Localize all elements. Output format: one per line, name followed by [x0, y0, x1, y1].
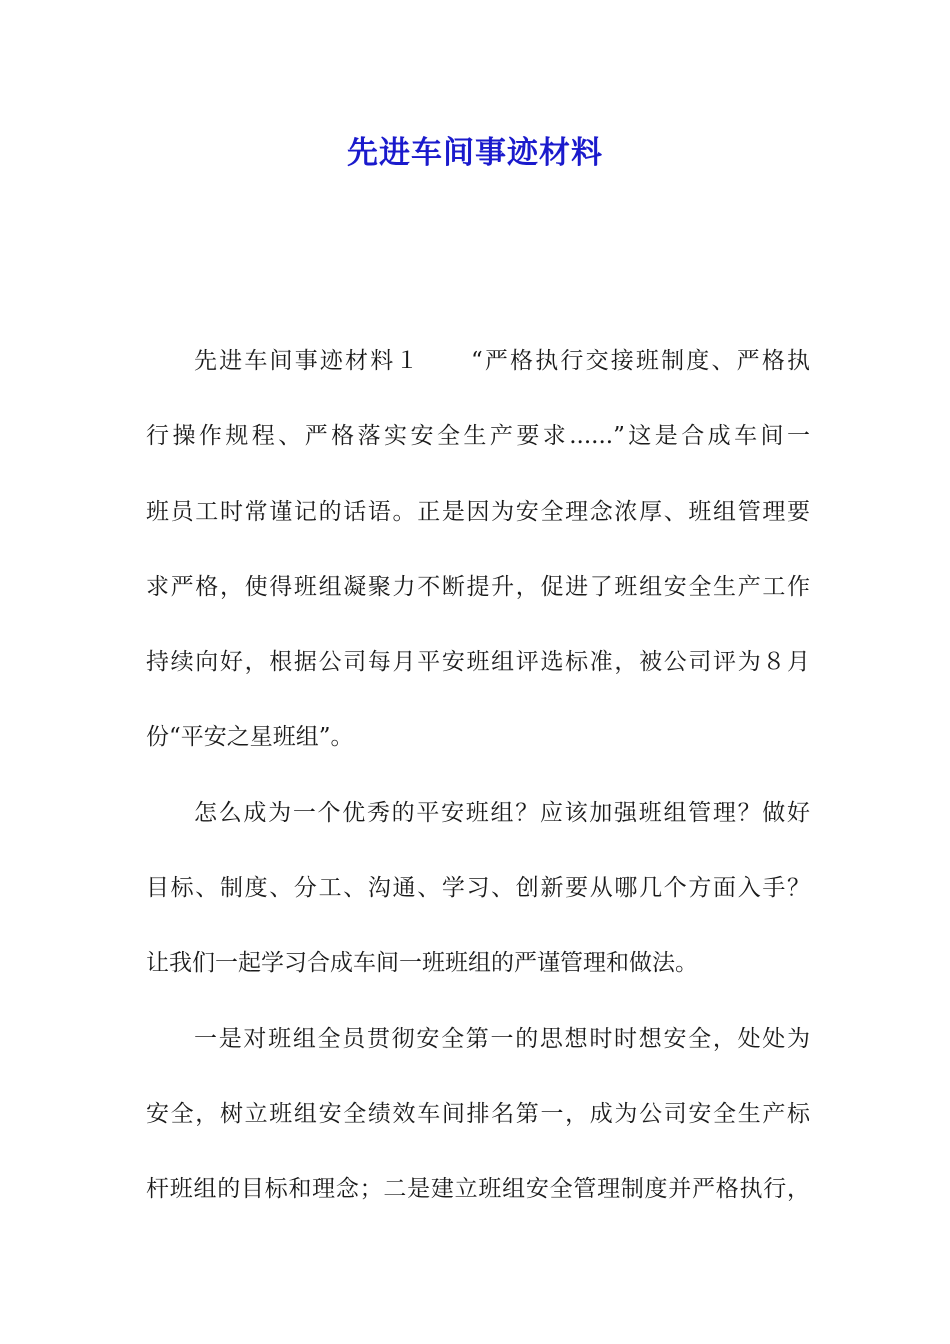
document-body [146, 324, 810, 1228]
document-title: 先进车间事迹材料 [347, 135, 603, 171]
paragraph-line: 份“平安之星班组”。 [146, 724, 354, 751]
paragraph-line: 目标、制度、分工、沟通、学习、创新要从哪几个方面入手？ [146, 875, 810, 902]
paragraph-line: 杆班组的目标和理念；二是建立班组安全管理制度并严格执行， [146, 1176, 810, 1203]
paragraph-line: 行操作规程、严格落实安全生产要求......”这是合成车间一 [146, 423, 810, 450]
paragraph-line: 持续向好，根据公司每月平安班组评选标准，被公司评为８月 [146, 649, 810, 676]
paragraph-line: 先进车间事迹材料１ “严格执行交接班制度、严格执 [194, 348, 810, 374]
paragraph-line: 求严格，使得班组凝聚力不断提升，促进了班组安全生产工作 [146, 573, 810, 600]
paragraph-line: 一是对班组全员贯彻安全第一的思想时时想安全，处处为 [194, 1025, 810, 1052]
paragraph-line: 安全，树立班组安全绩效车间排名第一，成为公司安全生产标 [146, 1100, 810, 1127]
paragraph-line: 班员工时常谨记的话语。正是因为安全理念浓厚、班组管理要 [146, 498, 810, 525]
paragraph-line: 怎么成为一个优秀的平安班组？应该加强班组管理？做好 [194, 799, 810, 826]
paragraph-line: 让我们一起学习合成车间一班班组的严谨管理和做法。 [146, 950, 698, 977]
